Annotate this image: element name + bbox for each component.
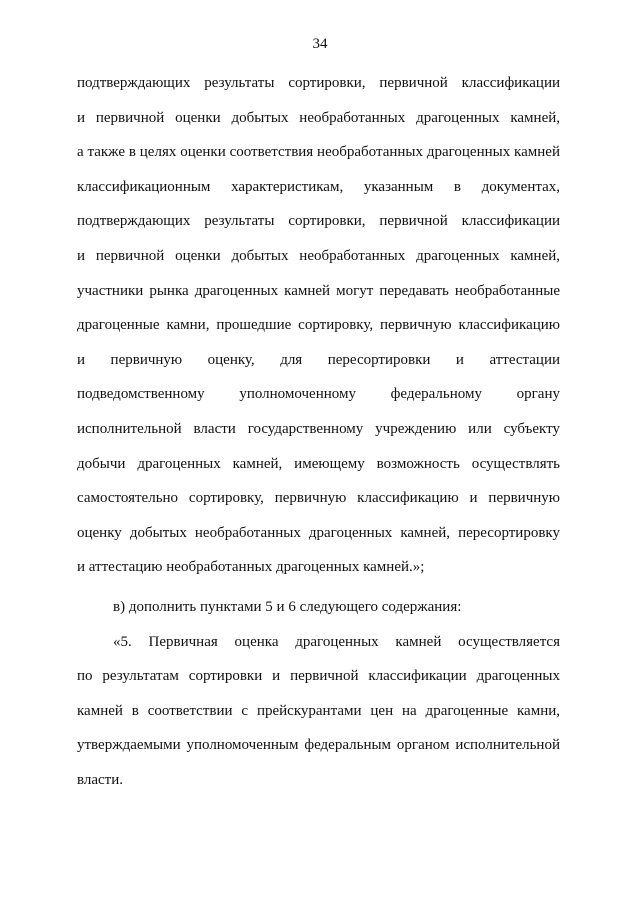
text-line: и первичную оценку, для пересортировки и аттестации — [77, 351, 560, 368]
text-line: а также в целях оценки соответствия необработанных драгоценных камней — [77, 144, 560, 161]
text-line: добычи драгоценных камней, имеющему возможность осуществлять — [77, 455, 560, 472]
paragraph-continuation — [77, 66, 560, 585]
text-line: «5. Первичная оценка драгоценных камней осуществляется — [113, 633, 560, 650]
paragraph-amendment — [77, 590, 560, 625]
text-line: по результатам сортировки и первичной классификации драгоценных — [77, 668, 560, 685]
text-line: подтверждающих результаты сортировки, первичной классификации — [77, 75, 560, 91]
body-text-continued — [77, 590, 560, 798]
text-line: драгоценные камни, прошедшие сортировку, первичную классификацию — [77, 317, 560, 334]
text-line: участники рынка драгоценных камней могут передавать необработанные — [77, 282, 560, 299]
text-line: самостоятельно сортировку, первичную классификацию и первичную — [77, 490, 560, 507]
text-line: оценку добытых необработанных драгоценных камней, пересортировку — [77, 524, 560, 541]
page-number: 34 — [312, 36, 328, 52]
text-line: исполнительной власти государственному учреждению или субъекту — [77, 420, 560, 437]
text-line: в) дополнить пунктами 5 и 6 следующего содержания: — [113, 599, 462, 615]
body-text — [77, 66, 560, 585]
text-line: и первичной оценки добытых необработанных драгоценных камней, — [77, 247, 560, 264]
text-line: утверждаемыми уполномоченным федеральным органом исполнительной — [77, 737, 560, 754]
text-line: подтверждающих результаты сортировки, первичной классификации — [77, 213, 560, 230]
text-line: власти. — [77, 771, 124, 788]
text-line: камней в соответствии с прейскурантами цен на драгоценные камни, — [77, 702, 560, 719]
text-line: и первичной оценки добытых необработанных драгоценных камней, — [77, 109, 560, 126]
text-line: подведомственному уполномоченному федеральному органу — [77, 386, 560, 403]
text-line: и аттестацию необработанных драгоценных камней.»; — [77, 559, 425, 576]
text-line: классификационным характеристикам, указанным в документах, — [77, 178, 560, 195]
paragraph-clause-5 — [77, 625, 560, 798]
